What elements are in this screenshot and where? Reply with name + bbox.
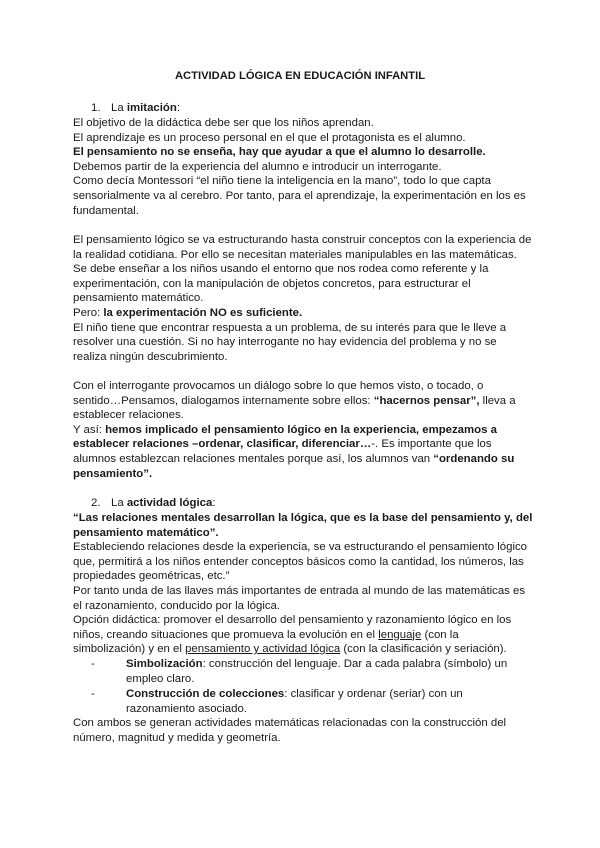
paragraph: Por tanto unda de las llaves más importantes de entrada al mundo de las matemáticas es el razonamiento, conducido por la lógica. xyxy=(73,584,526,612)
section-1-body-a xyxy=(73,116,533,218)
paragraph-bold: “hacernos pensar”, xyxy=(373,394,480,407)
paragraph: El niño tiene que encontrar respuesta a un problema, de su interés para que le lleve a resolver una cuestión. Si no hay interrogante no hay evidencia del problema y no se realiza ningún descubrimiento. xyxy=(73,321,507,363)
section-1-body-c xyxy=(73,379,533,481)
paragraph xyxy=(73,613,533,657)
section-2-body xyxy=(73,511,533,746)
paragraph-mid: -. Es importante que los alumnos establezcan relaciones mentales porque así, los alumnos van xyxy=(73,438,492,465)
underlined-term: lenguaje xyxy=(378,628,422,641)
list-item-text: : clasificar y ordenar (seriar) con un razonamiento asociado. xyxy=(126,688,463,715)
paragraph xyxy=(73,379,533,423)
paragraph-bold: hemos implicado el pensamiento lógico en la experiencia, empezamos a establecer relaciones –ordenar, clasificar, diferenciar… xyxy=(73,423,497,451)
paragraph: Estableciendo relaciones desde la experiencia, se va estructurando el pensamiento lógico que, permitirá a los niños entender conceptos básicos como la cantidad, los números, las propiedades geométricas, etc.” xyxy=(73,541,528,583)
paragraph: El objetivo de la didáctica debe ser que los niños aprendan. xyxy=(73,117,374,129)
section-1-heading-post: : xyxy=(176,102,181,114)
paragraph-pre: Y así: xyxy=(73,423,106,436)
bullet-dash: - xyxy=(91,688,95,701)
paragraph: Con ambos se generan actividades matemáticas relacionadas con la construcción del número, magnitud y medida y geometría. xyxy=(73,717,507,744)
section-1-heading xyxy=(91,101,180,116)
paragraph-post: lleva a establecer relaciones. xyxy=(73,394,516,422)
paragraph-b: (con la simbolización) y en el xyxy=(73,628,459,656)
paragraph-c: (con la clasificación y seriación). xyxy=(340,643,507,656)
list-item-bold: Construcción de colecciones xyxy=(126,688,285,701)
paragraph xyxy=(73,423,533,481)
document-title: ACTIVIDAD LÓGICA EN EDUCACIÓN INFANTIL xyxy=(174,70,426,82)
bullet-dash: - xyxy=(91,657,95,670)
section-2-heading-bold: actividad lógica xyxy=(126,497,213,509)
section-1-number: 1. xyxy=(91,102,101,114)
section-2-number: 2. xyxy=(91,497,101,509)
underlined-term: pensamiento y actividad lógica xyxy=(185,643,341,656)
paragraph: Se debe enseñar a los niños usando el entorno que nos rodea como referente y la experimentación, con la manipulación de objetos concretos, para estructurar el pensamiento matemático. xyxy=(73,263,489,305)
section-2-heading-pre: La xyxy=(111,497,127,509)
list-item-text: : construcción del lenguaje. Dar a cada palabra (símbolo) un empleo claro. xyxy=(126,657,508,685)
paragraph: El aprendizaje es un proceso personal en el que el protagonista es el alumno. xyxy=(73,131,466,144)
list-item xyxy=(73,687,533,716)
quote: “Las relaciones mentales desarrollan la lógica, que es la base del pensamiento y, del pensamiento matemático”. xyxy=(73,512,533,539)
paragraph: Como decía Montessori “el niño tiene la inteligencia en la mano”, todo lo que capta sensorialmente va al cerebro. Por tanto, para el aprendizaje, la experimentación en los es fundamental. xyxy=(73,175,526,217)
section-1-heading-pre: La xyxy=(111,102,127,114)
paragraph: El pensamiento lógico se va estructurando hasta construir conceptos con la experiencia de la realidad cotidiana. Por ello se necesitan materiales manipulables en las matemáticas. xyxy=(73,234,532,261)
paragraph-a: Opción didáctica: promover el desarrollo del pensamiento y razonamiento lógico en los niños, creando situaciones que promueva la evolución en el xyxy=(73,614,512,641)
section-1-heading-bold: imitación xyxy=(126,102,177,114)
list-item xyxy=(73,657,533,686)
paragraph-bold: El pensamiento no se enseña, hay que ayudar a que el alumno lo desarrolle. xyxy=(73,146,486,159)
section-1-body-b xyxy=(73,233,533,364)
paragraph xyxy=(73,306,533,321)
section-2-heading xyxy=(91,496,215,511)
paragraph-pre: Con el interrogante provocamos un diálogo sobre lo que hemos visto, o tocado, o sentido…Pensamos, dialogamos internamente sobre ellos: xyxy=(73,380,484,407)
paragraph-pre: Pero: xyxy=(73,306,104,319)
paragraph-bold-2: “ordenando su pensamiento”. xyxy=(73,452,515,480)
section-2-heading-post: : xyxy=(212,497,216,509)
paragraph: Debemos partir de la experiencia del alumno e introducir un interrogante. xyxy=(73,160,442,173)
paragraph-bold: la experimentación NO es suficiente. xyxy=(103,306,303,319)
list-item-bold: Simbolización xyxy=(126,657,203,670)
